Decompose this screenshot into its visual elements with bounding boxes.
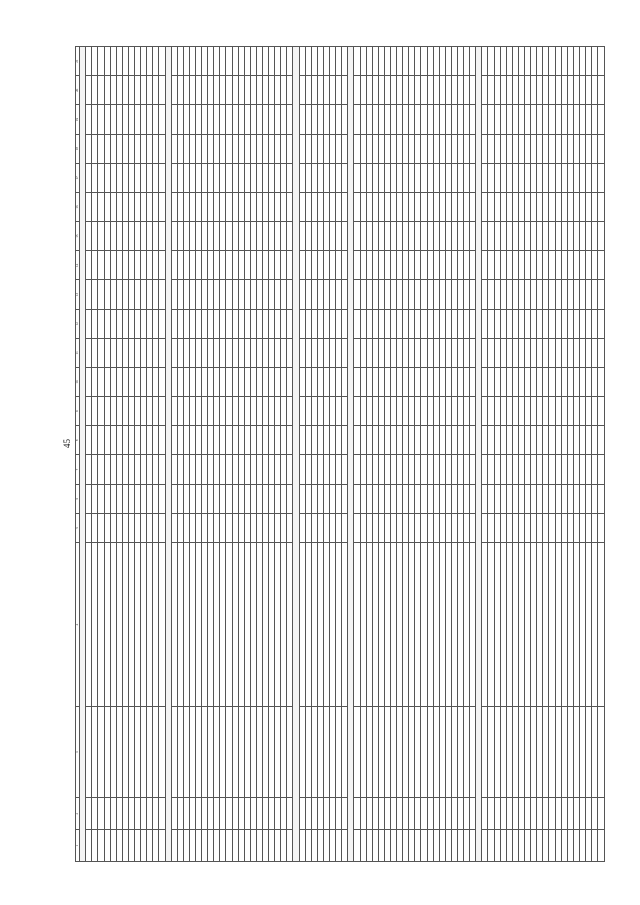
table-cell bbox=[598, 542, 605, 706]
table-cell bbox=[598, 192, 605, 221]
column-header: 1 bbox=[76, 830, 80, 862]
column-header: 13 bbox=[76, 280, 80, 309]
table-cell bbox=[598, 251, 605, 280]
table-cell bbox=[598, 367, 605, 396]
column-header: 16 bbox=[76, 192, 80, 221]
table-cell bbox=[598, 222, 605, 251]
column-header: 15 bbox=[76, 222, 80, 251]
data-table bbox=[75, 46, 605, 862]
page-number: 45 bbox=[62, 439, 72, 448]
table-cell bbox=[598, 707, 605, 798]
column-header: 3 bbox=[76, 707, 80, 798]
column-header: 10 bbox=[76, 367, 80, 396]
table-cell bbox=[598, 484, 605, 513]
table-cell bbox=[598, 338, 605, 367]
table-cell bbox=[598, 798, 605, 830]
column-header: 11 bbox=[76, 338, 80, 367]
column-header: 7 bbox=[76, 455, 80, 484]
column-header: 18 bbox=[76, 134, 80, 163]
table-cell bbox=[598, 397, 605, 426]
column-header: 8 bbox=[76, 426, 80, 455]
rotated-table bbox=[75, 46, 605, 862]
column-header: 17 bbox=[76, 163, 80, 192]
column-header: 5 bbox=[76, 513, 80, 542]
table-body bbox=[80, 47, 605, 862]
column-header: 14 bbox=[76, 251, 80, 280]
column-header: 19 bbox=[76, 105, 80, 134]
table-cell bbox=[598, 163, 605, 192]
column-header: 12 bbox=[76, 309, 80, 338]
table-cell bbox=[598, 76, 605, 105]
column-header: 20 bbox=[76, 76, 80, 105]
column-header: 6 bbox=[76, 484, 80, 513]
table-cell bbox=[598, 513, 605, 542]
table-cell bbox=[598, 426, 605, 455]
column-header: 2 bbox=[76, 798, 80, 830]
table-row bbox=[598, 47, 605, 862]
column-header: 4 bbox=[76, 542, 80, 706]
table-cell bbox=[598, 134, 605, 163]
table-cell bbox=[598, 455, 605, 484]
table-cell bbox=[598, 309, 605, 338]
table-cell bbox=[598, 47, 605, 76]
table-cell bbox=[598, 830, 605, 862]
column-header: 9 bbox=[76, 397, 80, 426]
table-cell bbox=[598, 105, 605, 134]
column-header: 21 bbox=[76, 47, 80, 76]
table-cell bbox=[598, 280, 605, 309]
